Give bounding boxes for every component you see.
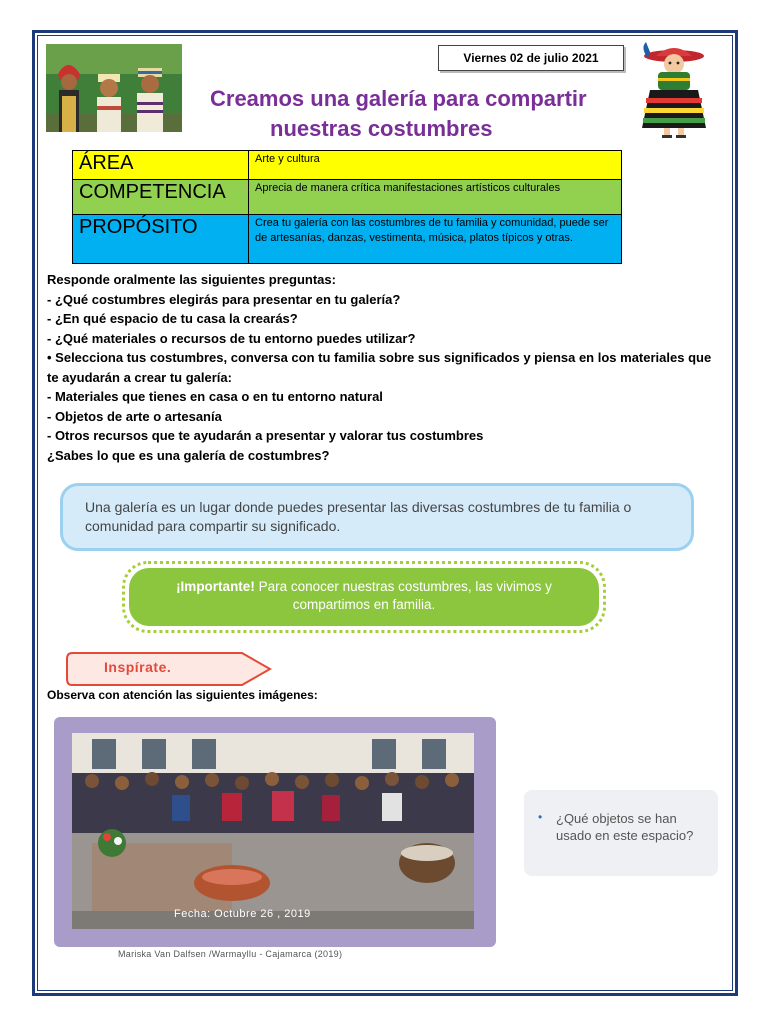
question-text: ¿Qué objetos se han usado en este espacio? xyxy=(556,811,694,843)
proposito-value: Crea tu galería con las costumbres de tu familia y comunidad, puede ser de artesanías, danzas, vestimenta, música, platos típicos y otras. xyxy=(249,215,622,264)
inspirate-banner xyxy=(66,651,272,692)
important-content xyxy=(129,568,599,626)
instruction-line: - Otros recursos que te ayudarán a presentar y valorar tus costumbres xyxy=(47,428,484,443)
instruction-line: • Selecciona tus costumbres, conversa con tu familia sobre sus significados y piensa en los materiales que te ayudarán a crear tu galería: xyxy=(47,350,712,385)
andean-doll-illustration xyxy=(632,38,716,138)
important-label: ¡Importante! xyxy=(176,579,255,594)
table-row-proposito xyxy=(73,215,622,264)
photo-date-caption: Fecha: Octubre 26 , 2019 xyxy=(174,908,311,920)
date-label: Viernes 02 de julio 2021 xyxy=(438,45,624,71)
info-table xyxy=(72,150,622,264)
instruction-line: - Objetos de arte o artesanía xyxy=(47,408,222,424)
table-row-area xyxy=(73,151,622,180)
table-row-competencia xyxy=(73,180,622,215)
proposito-label: PROPÓSITO xyxy=(73,215,249,264)
observe-instruction: Observa con atención las siguientes imágenes: xyxy=(47,688,318,702)
gallery-photo-card xyxy=(54,717,496,947)
instruction-line: Responde oralmente las siguientes preguntas: xyxy=(47,272,336,287)
important-text: Para conocer nuestras costumbres, las vivimos y compartimos en familia. xyxy=(254,579,552,612)
photo-credit: Mariska Van Dalfsen /Warmayllu - Cajamarca (2019) xyxy=(118,949,343,959)
inspirate-label: Inspírate. xyxy=(104,659,172,675)
instruction-line: - ¿En qué espacio de tu casa la crearás? xyxy=(47,311,298,326)
area-value: Arte y cultura xyxy=(249,151,622,180)
instructions-list xyxy=(47,270,717,465)
competencia-label: COMPETENCIA xyxy=(73,180,249,215)
title-line-2: nuestras costumbres xyxy=(270,116,493,141)
children-photo xyxy=(46,44,182,132)
definition-box: Una galería es un lugar donde puedes presentar las diversas costumbres de tu familia o comunidad para compartir su significado. xyxy=(60,483,694,551)
competencia-value: Aprecia de manera crítica manifestaciones artísticos culturales xyxy=(249,180,622,215)
question-card xyxy=(524,790,718,876)
instruction-line: - ¿Qué materiales o recursos de tu entorno puedes utilizar? xyxy=(47,330,416,346)
instruction-line: - Materiales que tienes en casa o en tu entorno natural xyxy=(47,389,383,404)
question-bullet: • xyxy=(538,810,543,824)
instruction-line: - ¿Qué costumbres elegirás para presentar en tu galería? xyxy=(47,291,401,307)
area-label: ÁREA xyxy=(73,151,249,180)
title-line-1: Creamos una galería para compartir xyxy=(210,86,587,111)
important-box xyxy=(122,561,606,633)
community-gathering-photo xyxy=(72,733,474,929)
page-title xyxy=(210,84,630,144)
instruction-line: ¿Sabes lo que es una galería de costumbres? xyxy=(47,447,330,463)
